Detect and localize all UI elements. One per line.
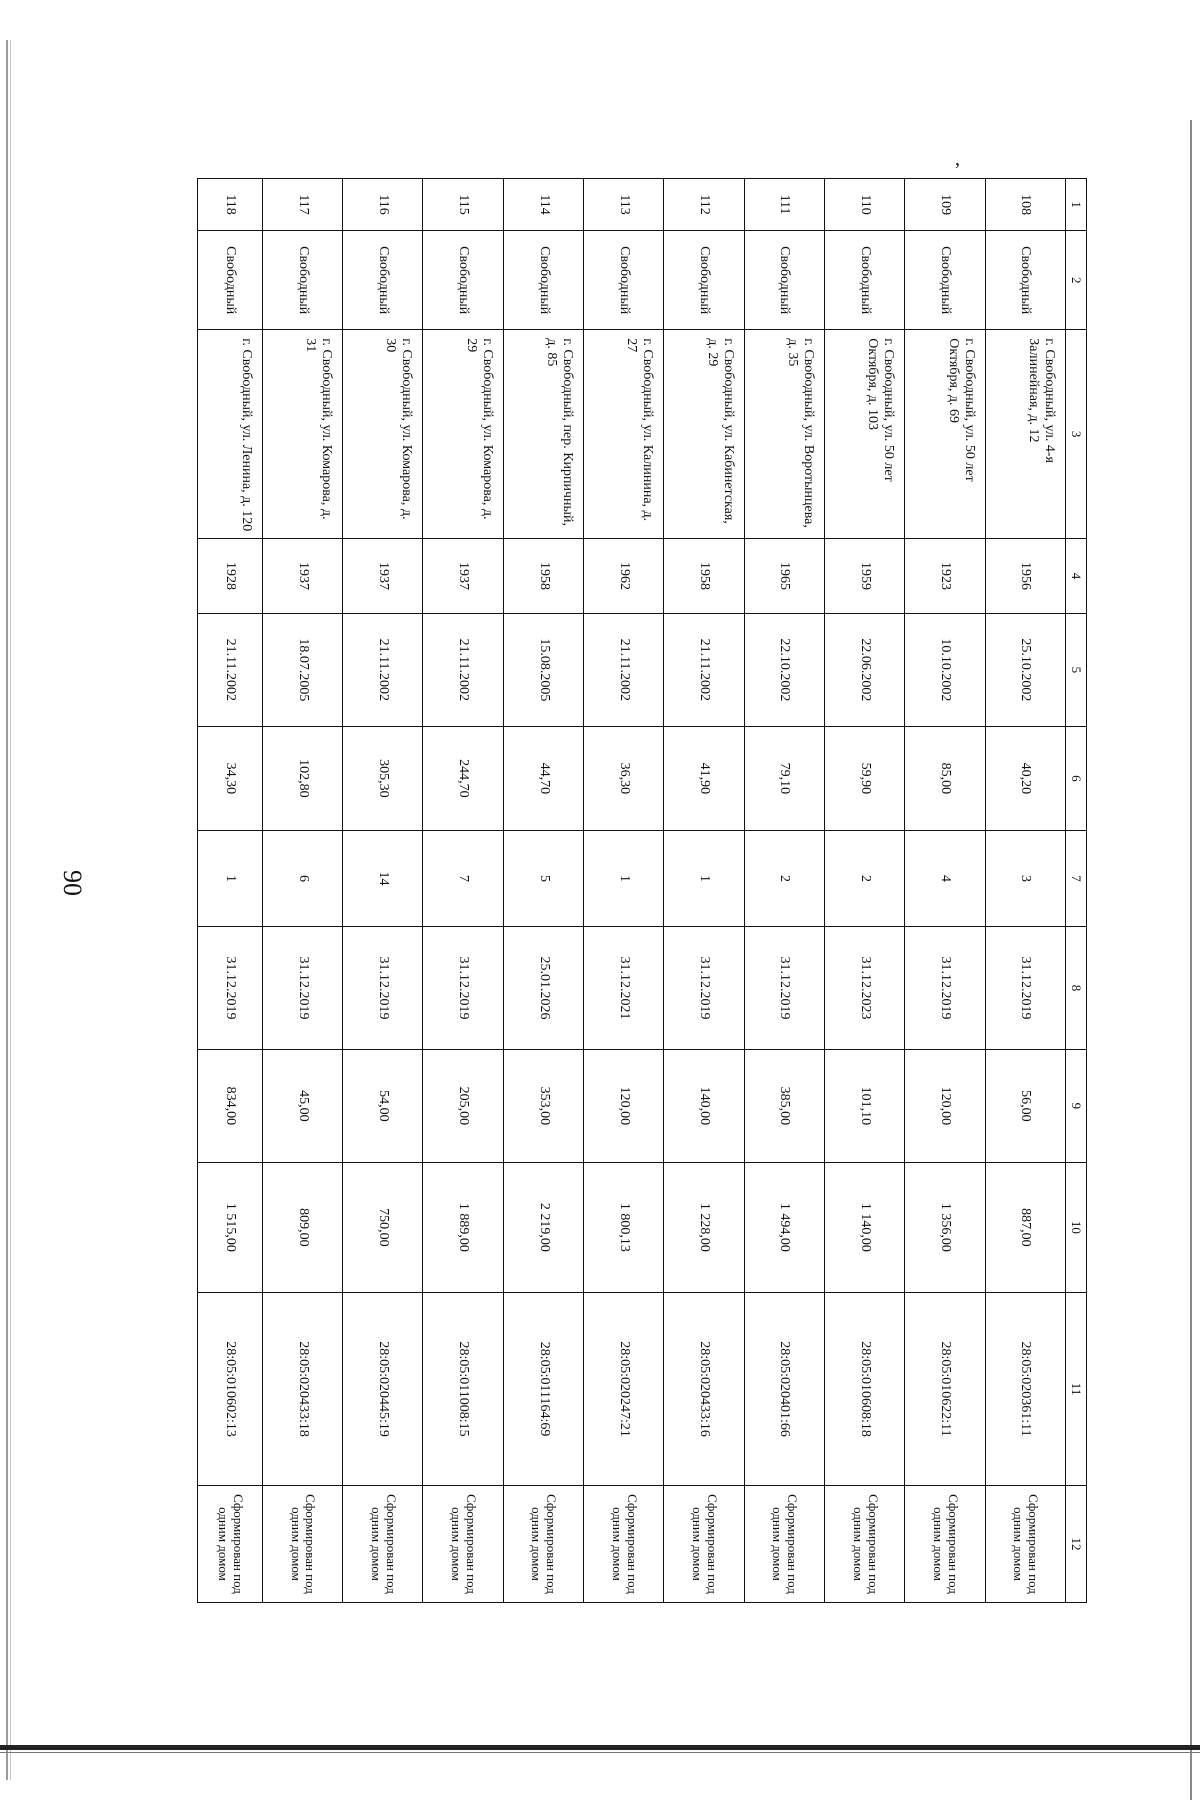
- table-cell: 117: [262, 179, 342, 231]
- bottom-rule: [0, 1745, 1200, 1750]
- table-cell: 31.12.2019: [985, 926, 1065, 1049]
- table-cell: 118: [198, 179, 263, 231]
- table-cell: 21.11.2002: [664, 614, 744, 727]
- table-cell: Сформирован под одним домом: [985, 1486, 1065, 1603]
- table-cell: 205,00: [423, 1050, 503, 1163]
- table-row: [262, 179, 342, 1603]
- table-cell: 22.06.2002: [825, 614, 905, 727]
- table-cell: 4: [905, 830, 985, 926]
- table-cell: Сформирован под одним домом: [905, 1486, 985, 1603]
- table-cell: 113: [584, 179, 664, 231]
- table-cell: 18.07.2005: [262, 614, 342, 727]
- table-cell: 28:05:011008:15: [423, 1293, 503, 1486]
- table-cell: Сформирован под одним домом: [825, 1486, 905, 1603]
- table-row: [825, 179, 905, 1603]
- table-cell: 140,00: [664, 1050, 744, 1163]
- table-row: [423, 179, 503, 1603]
- table-row: [503, 179, 583, 1603]
- table-cell: Свободный: [584, 231, 664, 330]
- table-cell: 28:05:010608:18: [825, 1293, 905, 1486]
- scan-left-edge-inner: [10, 40, 11, 1780]
- table-cell: 1 515,00: [198, 1162, 263, 1292]
- table-cell: 1937: [343, 538, 423, 613]
- table-cell: 1923: [905, 538, 985, 613]
- table-cell: 31.12.2019: [664, 926, 744, 1049]
- table-cell: 110: [825, 179, 905, 231]
- column-number-cell: 12: [1066, 1486, 1087, 1603]
- table-cell: г. Свободный, пер. Кирпичный, д. 85: [503, 330, 583, 539]
- table-cell: 5: [503, 830, 583, 926]
- table-cell: Свободный: [905, 231, 985, 330]
- table-cell: 6: [262, 830, 342, 926]
- table-cell: 750,00: [343, 1162, 423, 1292]
- table-cell: 31.12.2021: [584, 926, 664, 1049]
- table-cell: 120,00: [584, 1050, 664, 1163]
- table-row: [985, 179, 1065, 1603]
- table-cell: 31.12.2019: [343, 926, 423, 1049]
- table-cell: 22.10.2002: [744, 614, 824, 727]
- column-number-cell: 2: [1066, 231, 1087, 330]
- column-number-cell: 10: [1066, 1162, 1087, 1292]
- table-cell: Свободный: [503, 231, 583, 330]
- column-number-cell: 8: [1066, 926, 1087, 1049]
- table-cell: Сформирован под одним домом: [423, 1486, 503, 1603]
- table-cell: Сформирован под одним домом: [262, 1486, 342, 1603]
- table-cell: 1: [584, 830, 664, 926]
- stray-mark: ,: [955, 148, 960, 170]
- table-cell: 114: [503, 179, 583, 231]
- table-cell: 31.12.2019: [198, 926, 263, 1049]
- table-cell: 56,00: [985, 1050, 1065, 1163]
- table-cell: 40,20: [985, 726, 1065, 830]
- table-cell: 108: [985, 179, 1065, 231]
- table-cell: 85,00: [905, 726, 985, 830]
- table-cell: 1956: [985, 538, 1065, 613]
- table-cell: 1959: [825, 538, 905, 613]
- table-cell: 54,00: [343, 1050, 423, 1163]
- table-cell: 7: [423, 830, 503, 926]
- table-cell: 120,00: [905, 1050, 985, 1163]
- table-cell: 28:05:010602:13: [198, 1293, 263, 1486]
- table-cell: 1958: [503, 538, 583, 613]
- table-row: [343, 179, 423, 1603]
- table-cell: 1965: [744, 538, 824, 613]
- table-cell: Сформирован под одним домом: [503, 1486, 583, 1603]
- table-cell: 28:05:020361:11: [985, 1293, 1065, 1486]
- table-cell: 1 494,00: [744, 1162, 824, 1292]
- table-cell: Свободный: [664, 231, 744, 330]
- table-cell: 2 219,00: [503, 1162, 583, 1292]
- table-cell: 36,30: [584, 726, 664, 830]
- table-body: [198, 179, 1066, 1603]
- table-cell: г. Свободный, ул. 4-я Залинейная, д. 12: [985, 330, 1065, 539]
- table-row: [664, 179, 744, 1603]
- table-cell: 244,70: [423, 726, 503, 830]
- table-cell: 31.12.2019: [262, 926, 342, 1049]
- column-number-cell: 7: [1066, 830, 1087, 926]
- table-cell: г. Свободный, ул. Ленина, д. 120: [198, 330, 263, 539]
- table-cell: 1: [664, 830, 744, 926]
- table-cell: 1937: [262, 538, 342, 613]
- table-row: [744, 179, 824, 1603]
- table-cell: 109: [905, 179, 985, 231]
- table-cell: Свободный: [198, 231, 263, 330]
- table-cell: 45,00: [262, 1050, 342, 1163]
- table-cell: 2: [825, 830, 905, 926]
- table-cell: Свободный: [262, 231, 342, 330]
- column-number-cell: 4: [1066, 538, 1087, 613]
- column-number-cell: 1: [1066, 179, 1087, 231]
- table-cell: 79,10: [744, 726, 824, 830]
- table-cell: 31.12.2019: [423, 926, 503, 1049]
- table-cell: Свободный: [985, 231, 1065, 330]
- column-number-cell: 3: [1066, 330, 1087, 539]
- table-cell: 353,00: [503, 1050, 583, 1163]
- table-cell: 112: [664, 179, 744, 231]
- table-cell: г. Свободный, ул. 50 лет Октября, д. 103: [825, 330, 905, 539]
- table-cell: Сформирован под одним домом: [584, 1486, 664, 1603]
- table-cell: 28:05:020401:66: [744, 1293, 824, 1486]
- table-row: [905, 179, 985, 1603]
- table-cell: 1 356,00: [905, 1162, 985, 1292]
- table-cell: Сформирован под одним домом: [343, 1486, 423, 1603]
- table-cell: 10.10.2002: [905, 614, 985, 727]
- table-cell: 3: [985, 830, 1065, 926]
- scan-right-edge: [1190, 120, 1192, 1800]
- table-cell: г. Свободный, ул. Комарова, д. 29: [423, 330, 503, 539]
- table-cell: 834,00: [198, 1050, 263, 1163]
- table-cell: 1 800,13: [584, 1162, 664, 1292]
- table-row: [584, 179, 664, 1603]
- rotated-table-wrapper: [197, 178, 1087, 1603]
- table-cell: 887,00: [985, 1162, 1065, 1292]
- table-cell: 21.11.2002: [584, 614, 664, 727]
- page-number: 90: [58, 870, 87, 896]
- table-cell: 28:05:010622:11: [905, 1293, 985, 1486]
- table-cell: 15.08.2005: [503, 614, 583, 727]
- table-cell: 28:05:011164:69: [503, 1293, 583, 1486]
- column-number-cell: 9: [1066, 1050, 1087, 1163]
- table-cell: 1928: [198, 538, 263, 613]
- table-cell: 1958: [664, 538, 744, 613]
- table-cell: 305,30: [343, 726, 423, 830]
- table-cell: Свободный: [744, 231, 824, 330]
- table-cell: г. Свободный, ул. Комарова, д. 31: [262, 330, 342, 539]
- table-row: [198, 179, 263, 1603]
- table-cell: 28:05:020433:16: [664, 1293, 744, 1486]
- table-cell: 1 889,00: [423, 1162, 503, 1292]
- table-cell: 809,00: [262, 1162, 342, 1292]
- table-cell: 111: [744, 179, 824, 231]
- table-cell: 1: [198, 830, 263, 926]
- table-cell: 25.10.2002: [985, 614, 1065, 727]
- table-cell: 101,10: [825, 1050, 905, 1163]
- table-cell: г. Свободный, ул. Кабинетская, д. 29: [664, 330, 744, 539]
- table-cell: 102,80: [262, 726, 342, 830]
- bottom-rule-thin: [0, 1752, 1200, 1753]
- table-cell: Сформирован под одним домом: [198, 1486, 263, 1603]
- table-cell: 59,90: [825, 726, 905, 830]
- table-cell: 1 140,00: [825, 1162, 905, 1292]
- table-cell: 44,70: [503, 726, 583, 830]
- table-cell: Свободный: [423, 231, 503, 330]
- table-cell: Свободный: [825, 231, 905, 330]
- table-cell: 2: [744, 830, 824, 926]
- table-cell: 28:05:020433:18: [262, 1293, 342, 1486]
- table-cell: 28:05:020247:21: [584, 1293, 664, 1486]
- table-cell: 21.11.2002: [423, 614, 503, 727]
- scan-left-edge: [6, 40, 8, 1780]
- column-number-row: [1066, 179, 1087, 1603]
- table-cell: 116: [343, 179, 423, 231]
- table-cell: 1937: [423, 538, 503, 613]
- column-number-cell: 6: [1066, 726, 1087, 830]
- table-cell: 31.12.2023: [825, 926, 905, 1049]
- column-number-cell: 5: [1066, 614, 1087, 727]
- table-cell: г. Свободный, ул. Калинина, д. 27: [584, 330, 664, 539]
- table-cell: 31.12.2019: [905, 926, 985, 1049]
- table-cell: 25.01.2026: [503, 926, 583, 1049]
- table-cell: 385,00: [744, 1050, 824, 1163]
- table-cell: г. Свободный, ул. 50 лет Октября, д. 69: [905, 330, 985, 539]
- housing-table: [197, 178, 1087, 1603]
- table-cell: 1 228,00: [664, 1162, 744, 1292]
- table-cell: Свободный: [343, 231, 423, 330]
- table-cell: Сформирован под одним домом: [744, 1486, 824, 1603]
- table-cell: 28:05:020445:19: [343, 1293, 423, 1486]
- table-cell: г. Свободный, ул. Воротынцева, д. 35: [744, 330, 824, 539]
- table-cell: 41,90: [664, 726, 744, 830]
- table-cell: 115: [423, 179, 503, 231]
- table-cell: Сформирован под одним домом: [664, 1486, 744, 1603]
- table-cell: 31.12.2019: [744, 926, 824, 1049]
- table-cell: 14: [343, 830, 423, 926]
- table-cell: г. Свободный, ул. Комарова, д. 30: [343, 330, 423, 539]
- table-cell: 34,30: [198, 726, 263, 830]
- table-cell: 1962: [584, 538, 664, 613]
- column-number-cell: 11: [1066, 1293, 1087, 1486]
- table-cell: 21.11.2002: [343, 614, 423, 727]
- table-cell: 21.11.2002: [198, 614, 263, 727]
